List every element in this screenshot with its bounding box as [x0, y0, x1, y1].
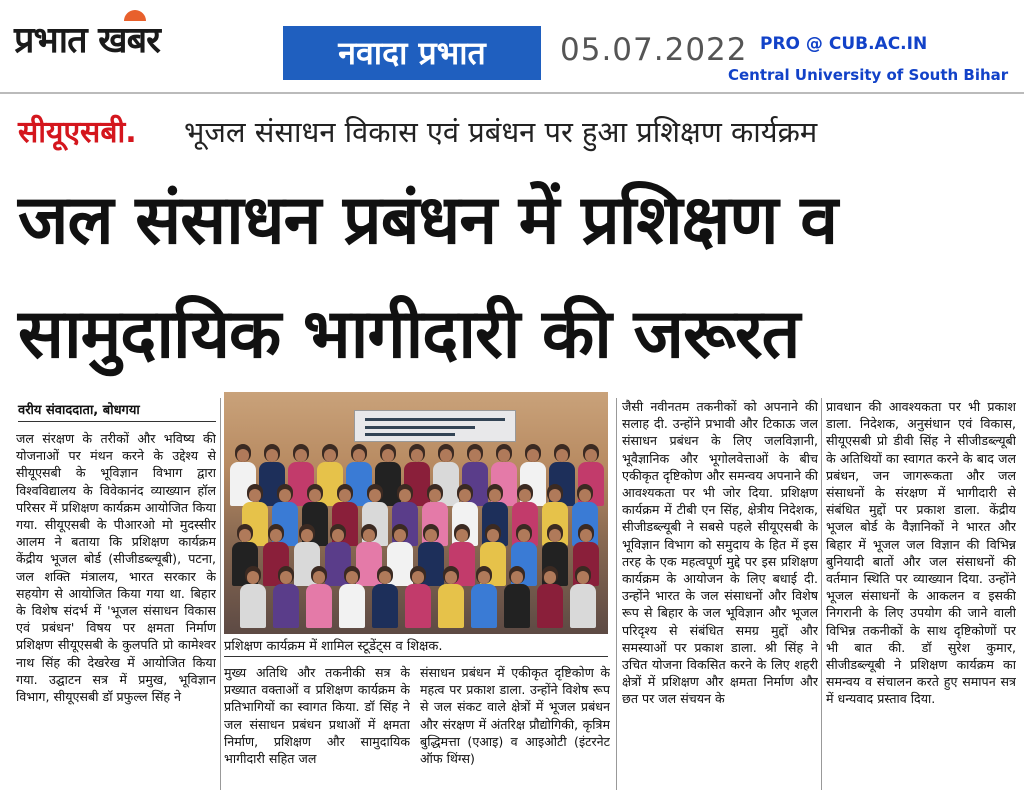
body-column-5: प्रावधान की आवश्यकता पर भी प्रकाश डाला. निदेशक, अनुसंधान एवं विकास, सीयूएसबी प्रो डीवी सिंह ने सीजीडब्ल्यूबी के अतिथियों का स्वागत करने के बाद जल प्रबंधन, जन जागरूकता और जल संसाधनों के संरक्षण में भागीदारी से संबंधित मुद्दों पर प्रकाश डाला. केंद्रीय भूजल बोर्ड के वैज्ञानिकों ने भारत और बिहार में भूजल जल विज्ञान की विभिन्न बुनियादी बातों और जल संसाधनों की वर्तमान स्थिति पर व्याख्यान दिया. उन्होंने भूजल संसाधनों के आकलन व इसकी निगरानी के लिए उपयोग की जाने वाली विभिन्न तकनीकों के साथ दृष्टिकोणों पर भी बात की. डॉ सुरेश कुमार, सीजीडब्ल्यूबी ने प्रशिक्षण कार्यक्रम का समन्वय व संचालन करते हुए समापन सत्र में धन्यवाद प्रस्ताव दिया. — [826, 399, 1016, 707]
column-divider — [821, 398, 822, 790]
photo-person — [271, 566, 301, 628]
byline: वरीय संवाददाता, बोधगया — [18, 400, 216, 422]
masthead — [0, 0, 1024, 92]
photo-caption: प्रशिक्षण कार्यक्रम में शामिल स्टूडेंट्स व शिक्षक. — [224, 639, 443, 654]
article-kicker: सीयूएसबी. — [18, 115, 137, 150]
photo-person — [337, 566, 367, 628]
article-strap: भूजल संसाधन विकास एवं प्रबंधन पर हुआ प्रशिक्षण कार्यक्रम — [184, 115, 818, 149]
publication-date: 05.07.2022 — [560, 32, 748, 68]
body-column-1: जल संरक्षण के तरीकों और भविष्य की योजनाओं पर मंथन करने के उद्देश्य से सीयूएसबी के भूविज्ञान विभाग द्वारा विश्वविद्यालय के विवेकानंद व्याख्यान हॉल परिसर में प्रशिक्षण कार्यक्रम आयोजित किया गया. सीयूएसबी के पीआरओ मो मुदस्सीर आलम ने बताया कि प्रशिक्षण कार्यक्रम केंद्रीय भूजल बोर्ड (सीजीडब्ल्यूबी), पटना, जल शक्ति मंत्रालय, भारत सरकार के सहयोग से आयोजित किया गया था. बिहार के विशेष संदर्भ में 'भूजल संसाधन विकास एवं प्रबंधन' विषय पर क्षमता निर्माण प्रशिक्षण सीयूएसबी के कुलपति प्रो कामेश्वर नाथ सिंह की देखरेख में आयोजित किया गया. उद्घाटन सत्र में प्रमुख, भूविज्ञान विभाग, सीयूएसबी डॉ प्रफुल्ल सिंह ने — [16, 431, 216, 705]
newspaper-logo: प्रभात खबर — [14, 20, 160, 61]
photo-person — [436, 566, 466, 628]
photo-person — [238, 566, 268, 628]
body-column-4: जैसी नवीनतम तकनीकों को अपनाने की सलाह दी. उन्होंने प्रभावी और टिकाऊ जल संसाधन प्रबंधन के लिए जलविज्ञानी, भूवैज्ञानिक और भूगोलवेत्ताओं के बीच एकीकृत दृष्टिकोण और समन्वय अपनाने की आवश्यकता पर भी जोर दिया. प्रशिक्षण कार्यक्रम में टीबी एन सिंह, क्षेत्रीय निदेशक, सीजीडब्ल्यूबी ने सबसे पहले सीयूएसबी के भूविज्ञान विभाग को समुदाय के हित में इस तरह के एक महत्वपूर्ण मुद्दे पर इस प्रशिक्षण कार्यक्रम के आयोजन के लिए बधाई दी. उन्होंने भारत के जल संसाधनों और विशेष रूप से बिहार के जल भूविज्ञान और भूजल परिदृश्य से संबंधित समग्र मुद्दों और समस्याओं पर प्रकाश डाला. श्री सिंह ने उचित योजना विकसित करने के लिए शहरी क्षेत्रों में प्रशिक्षण और क्षमता निर्माण और छत पर जल संचयन के — [622, 399, 818, 707]
photo-person — [502, 566, 532, 628]
caption-divider — [224, 656, 608, 657]
headline-line-2: सामुदायिक भागीदारी की जरूरत — [18, 295, 800, 374]
headline-line-1: जल संसाधन प्रबंधन में प्रशिक्षण व — [18, 181, 838, 260]
column-divider — [616, 398, 617, 790]
body-column-2: मुख्य अतिथि और तकनीकी सत्र के प्रख्यात वक्ताओं व प्रशिक्षण कार्यक्रम के प्रतिभागियों का स्वागत किया. डॉ सिंह ने जल संसाधन प्रबंधन प्रथाओं में क्षमता निर्माण, प्रशिक्षण और सामुदायिक भागीदारी सहित जल — [224, 665, 410, 767]
event-banner — [354, 410, 516, 442]
column-divider — [220, 398, 221, 790]
photo-person — [403, 566, 433, 628]
pro-email: PRO @ CUB.AC.IN — [760, 34, 928, 54]
edition-badge: नवादा प्रभात — [283, 26, 541, 80]
photo-person — [304, 566, 334, 628]
body-column-3: संसाधन प्रबंधन में एकीकृत दृष्टिकोण के महत्व पर प्रकाश डाला. उन्होंने विशेष रूप से जल संकट वाले क्षेत्रों में भूजल प्रबंधन और संरक्षण में अंतरिक्ष प्रौद्योगिकी, कृत्रिम बुद्धिमत्ता (एआइ) व आइओटी (इंटरनेट ऑफ थिंग्स) — [420, 665, 610, 767]
photo-person — [568, 566, 598, 628]
header-divider — [0, 92, 1024, 94]
group-photo — [224, 392, 608, 634]
photo-person — [469, 566, 499, 628]
photo-person — [535, 566, 565, 628]
photo-person — [370, 566, 400, 628]
university-name: Central University of South Bihar — [728, 66, 1009, 84]
